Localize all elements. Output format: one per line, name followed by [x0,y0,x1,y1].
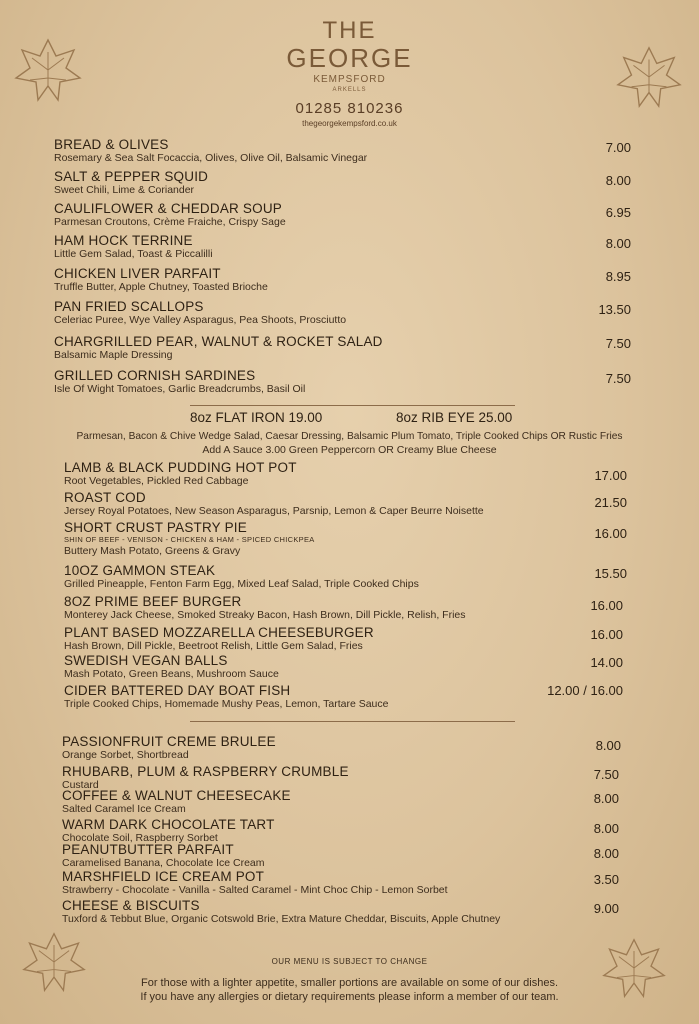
dish-description: Mash Potato, Green Beans, Mushroom Sauce [64,668,279,680]
dish-description: Hash Brown, Dill Pickle, Beetroot Relish, Little Gem Salad, Fries [64,640,363,652]
list-item [54,334,383,361]
dish-description: Caramelised Banana, Chocolate Ice Cream [62,857,265,869]
dish-price: 14.00 [590,655,623,670]
dish-price: 15.50 [594,566,627,581]
dish-name: PAN FRIED SCALLOPS [54,299,204,314]
dish-name: PASSIONFRUIT CREME BRULEE [62,734,276,749]
dish-description: Orange Sorbet, Shortbread [62,749,189,761]
dish-description: Grilled Pineapple, Fenton Farm Egg, Mixed Leaf Salad, Triple Cooked Chips [64,578,419,590]
dish-name: LAMB & BLACK PUDDING HOT POT [64,460,297,475]
dish-name: RHUBARB, PLUM & RASPBERRY CRUMBLE [62,764,349,779]
dish-description: Isle Of Wight Tomatoes, Garlic Breadcrumbs, Basil Oil [54,383,306,395]
steak-flat-iron: 8oz FLAT IRON 19.00 [190,410,323,425]
dish-price: 8.00 [595,738,621,753]
dish-name: COFFEE & WALNUT CHEESECAKE [62,788,291,803]
dish-name: PEANUTBUTTER PARFAIT [62,842,234,857]
dish-price: 21.50 [594,495,627,510]
list-item [64,520,315,557]
dish-name: 8OZ PRIME BEEF BURGER [64,594,242,609]
dish-name: BREAD & OLIVES [54,137,169,152]
list-item [54,201,286,228]
list-item [64,563,419,590]
list-item [54,368,305,395]
dish-name: PLANT BASED MOZZARELLA CHEESEBURGER [64,625,374,640]
dish-price: 7.00 [605,140,631,155]
dish-name: ROAST COD [64,490,146,505]
menu-change-notice: OUR MENU IS SUBJECT TO CHANGE [271,957,428,966]
dish-description: Truffle Butter, Apple Chutney, Toasted Brioche [54,281,268,293]
dish-price: 8.00 [593,791,619,806]
list-item [62,869,448,896]
dish-options: SHIN OF BEEF - VENISON - CHICKEN & HAM - SPICED CHICKPEA [64,535,315,544]
list-item [64,653,279,680]
dish-description: Chocolate Soil, Raspberry Sorbet [62,832,218,844]
list-item [62,734,276,761]
dish-description: Custard [62,779,99,791]
list-item [54,299,346,326]
dish-price: 16.00 [594,526,627,541]
dish-price: 9.00 [593,901,619,916]
dish-name: WARM DARK CHOCOLATE TART [62,817,275,832]
dish-price: 16.00 [590,627,623,642]
list-item [54,266,268,293]
dish-description: Root Vegetables, Pickled Red Cabbage [64,475,249,487]
dish-price: 7.50 [605,371,631,386]
dish-price: 6.95 [605,205,631,220]
dish-name: CHEESE & BISCUITS [62,898,200,913]
logo-george: GEORGE [286,43,413,73]
dish-description: Tuxford & Tebbut Blue, Organic Cotswold Brie, Extra Mature Cheddar, Biscuits, Apple Chutney [62,913,501,925]
list-item [64,625,374,652]
list-item [62,764,349,791]
list-item [54,137,367,164]
dish-name: SWEDISH VEGAN BALLS [64,653,228,668]
dish-price: 8.00 [593,821,619,836]
dish-description: Strawberry - Chocolate - Vanilla - Salted Caramel - Mint Choc Chip - Lemon Sorbet [62,884,448,896]
list-item [64,460,297,487]
section-divider [190,405,515,406]
list-item [62,842,265,869]
dish-description: Sweet Chili, Lime & Coriander [54,184,195,196]
dish-name: MARSHFIELD ICE CREAM POT [62,869,265,884]
dish-name: 10OZ GAMMON STEAK [64,563,216,578]
dish-description: Monterey Jack Cheese, Smoked Streaky Bacon, Hash Brown, Dill Pickle, Relish, Fries [64,609,466,621]
dish-price: 7.50 [605,336,631,351]
dish-name: CHICKEN LIVER PARFAIT [54,266,221,281]
dish-name: CHARGRILLED PEAR, WALNUT & ROCKET SALAD [54,334,383,349]
footer-allergy-note: If you have any allergies or dietary requirements please inform a member of our team. [140,991,559,1003]
dish-description: Celeriac Puree, Wye Valley Asparagus, Pea Shoots, Prosciutto [54,314,347,326]
dish-price: 12.00 / 16.00 [547,683,623,698]
footer-portions-note: For those with a lighter appetite, smaller portions are available on some of our dishes. [141,977,558,989]
logo-arkells: ARKELLS [332,87,367,93]
dish-name: GRILLED CORNISH SARDINES [54,368,256,383]
dish-price: 17.00 [594,468,627,483]
dish-description: Rosemary & Sea Salt Focaccia, Olives, Olive Oil, Balsamic Vinegar [54,152,368,164]
dish-price: 13.50 [598,302,631,317]
dish-description: Buttery Mash Potato, Greens & Gravy [64,545,241,557]
phone-number: 01285 810236 [295,100,404,117]
menu-header [0,18,699,129]
dish-description: Salted Caramel Ice Cream [62,803,186,815]
list-item [64,594,466,621]
dish-price: 3.50 [593,872,619,887]
dish-description: Balsamic Maple Dressing [54,349,173,361]
dish-description: Little Gem Salad, Toast & Piccalilli [54,248,213,260]
list-item [62,788,291,815]
steak-sides: Parmesan, Bacon & Chive Wedge Salad, Caesar Dressing, Balsamic Plum Tomato, Triple Cooked Chips OR Rustic Fries [76,431,623,442]
section-divider [190,721,515,722]
list-item [62,817,275,844]
dish-price: 8.00 [593,846,619,861]
website: thegeorgekempsford.co.uk [302,119,397,128]
dish-price: 8.00 [605,173,631,188]
logo-the: THE [322,17,377,44]
dish-price: 16.00 [590,598,623,613]
dish-name: SALT & PEPPER SQUID [54,169,209,184]
dish-price: 7.50 [593,767,619,782]
dish-name: CIDER BATTERED DAY BOAT FISH [64,683,291,698]
list-item [54,169,208,196]
list-item [64,490,484,517]
dish-price: 8.95 [605,269,631,284]
dish-description: Parmesan Croutons, Crème Fraiche, Crispy Sage [54,216,286,228]
dish-description: Triple Cooked Chips, Homemade Mushy Peas, Lemon, Tartare Sauce [64,698,389,710]
list-item [64,683,389,710]
steak-sauce: Add A Sauce 3.00 Green Peppercorn OR Creamy Blue Cheese [202,444,497,456]
dish-price: 8.00 [605,236,631,251]
logo-kempsford: KEMPSFORD [313,74,386,85]
dish-name: SHORT CRUST PASTRY PIE [64,520,247,535]
steak-rib-eye: 8oz RIB EYE 25.00 [396,410,513,425]
dish-name: HAM HOCK TERRINE [54,233,193,248]
dish-description: Jersey Royal Potatoes, New Season Asparagus, Parsnip, Lemon & Caper Beurre Noisette [64,505,484,517]
list-item [62,898,500,925]
list-item [54,233,213,260]
dish-name: CAULIFLOWER & CHEDDAR SOUP [54,201,282,216]
